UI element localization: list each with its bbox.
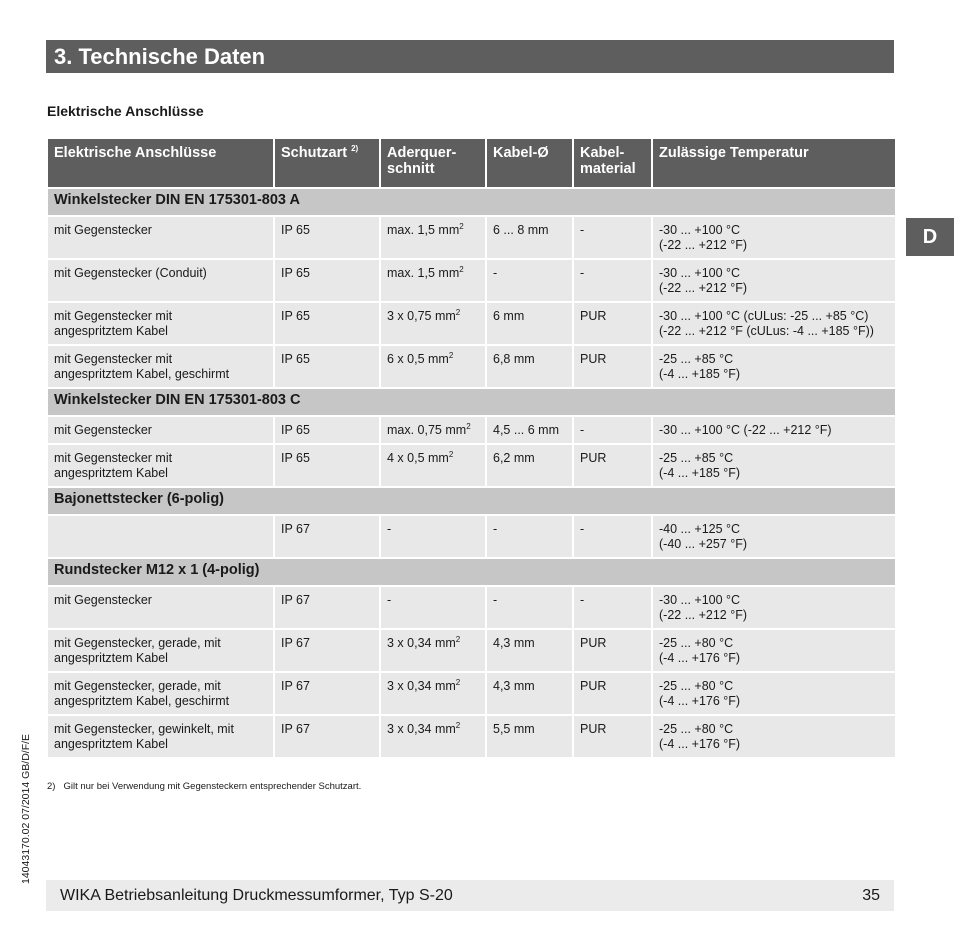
- cross-section-cell: [380, 586, 486, 629]
- cable-material-cell: PUR: [573, 715, 652, 758]
- footer-title: WIKA Betriebsanleitung Druckmessumformer, Typ S-20: [60, 886, 453, 904]
- temperature-line2: (-4 ... +185 °F): [659, 466, 741, 480]
- connection-cell: [47, 345, 274, 388]
- cross-section-value: 6 x 0,5 mm: [387, 352, 449, 366]
- cable-diameter-cell: -: [486, 515, 573, 558]
- cross-section-value: -: [387, 522, 392, 536]
- temperature-line1: -25 ... +85 °C: [659, 451, 734, 465]
- protection-cell: IP 67: [274, 586, 380, 629]
- table-row: [47, 715, 896, 758]
- connection-cell: [47, 672, 274, 715]
- cross-section-value: 3 x 0,75 mm: [387, 309, 456, 323]
- header-cable-material: [573, 138, 652, 188]
- cross-section-unit-exponent: 2: [455, 720, 461, 730]
- header-cross-section: [380, 138, 486, 188]
- cable-material-cell: PUR: [573, 345, 652, 388]
- cross-section-unit-exponent: 2: [459, 264, 464, 274]
- cross-section-value: max. 1,5 mm: [387, 266, 460, 280]
- footnote-number: 2): [47, 781, 56, 792]
- section-heading: Elektrische Anschlüsse: [47, 103, 204, 119]
- cross-section-unit-exponent: 2: [448, 449, 454, 459]
- cross-section-cell: [380, 515, 486, 558]
- temperature-cell: [652, 259, 896, 302]
- cross-section-unit-exponent: 2: [455, 634, 461, 644]
- group-row: [47, 487, 896, 515]
- connection-cell: [47, 216, 274, 259]
- table-row: [47, 302, 896, 345]
- connection-cell: [47, 629, 274, 672]
- temperature-line2: (-40 ... +257 °F): [659, 537, 748, 551]
- temperature-cell: [652, 416, 896, 444]
- language-tab[interactable]: D: [906, 218, 954, 256]
- connection-line1: mit Gegenstecker, gerade, mit: [54, 636, 221, 650]
- cable-diameter-cell: 4,3 mm: [486, 672, 573, 715]
- cross-section-unit-exponent: 2: [455, 307, 461, 317]
- connection-cell: [47, 515, 274, 558]
- connection-line2: angespritztem Kabel: [54, 324, 168, 338]
- connection-cell: [47, 586, 274, 629]
- cable-material-cell: -: [573, 515, 652, 558]
- connection-cell: [47, 302, 274, 345]
- protection-cell: IP 65: [274, 216, 380, 259]
- temperature-line1: -25 ... +80 °C: [659, 722, 734, 736]
- connection-line2: angespritztem Kabel: [54, 466, 168, 480]
- cross-section-cell: [380, 302, 486, 345]
- connection-line1: mit Gegenstecker mit: [54, 352, 173, 366]
- document-code: 14043170.02 07/2014 GB/D/F/E: [20, 733, 32, 884]
- cable-material-cell: PUR: [573, 302, 652, 345]
- header-cable-diameter: Kabel-Ø: [486, 138, 573, 188]
- temperature-cell: [652, 444, 896, 487]
- temperature-cell: [652, 586, 896, 629]
- connection-line1: mit Gegenstecker mit: [54, 451, 173, 465]
- cross-section-cell: [380, 715, 486, 758]
- cable-diameter-cell: -: [486, 259, 573, 302]
- page-title: 3. Technische Daten: [46, 40, 894, 73]
- temperature-line1: -30 ... +100 °C (cULus: -25 ... +85 °C): [659, 309, 869, 323]
- connection-line1: mit Gegenstecker (Conduit): [54, 266, 207, 280]
- table-row: [47, 444, 896, 487]
- connection-line2: angespritztem Kabel, geschirmt: [54, 694, 230, 708]
- temperature-line1: -40 ... +125 °C: [659, 522, 741, 536]
- temperature-cell: [652, 345, 896, 388]
- footnote: [47, 781, 361, 792]
- cross-section-value: 4 x 0,5 mm: [387, 451, 449, 465]
- protection-cell: IP 67: [274, 672, 380, 715]
- temperature-line1: -25 ... +80 °C: [659, 679, 734, 693]
- header-temperature: Zulässige Temperatur: [652, 138, 896, 188]
- cable-diameter-cell: 5,5 mm: [486, 715, 573, 758]
- cable-diameter-cell: 6,2 mm: [486, 444, 573, 487]
- table-row: [47, 216, 896, 259]
- temperature-line1: -30 ... +100 °C: [659, 266, 741, 280]
- cross-section-cell: [380, 672, 486, 715]
- temperature-cell: [652, 672, 896, 715]
- protection-cell: IP 67: [274, 715, 380, 758]
- header-protection-label: Schutzart: [281, 145, 348, 161]
- cross-section-unit-exponent: 2: [459, 221, 464, 231]
- connection-cell: [47, 416, 274, 444]
- cross-section-unit-exponent: 2: [448, 350, 454, 360]
- temperature-line2: (-4 ... +176 °F): [659, 651, 741, 665]
- temperature-line1: -30 ... +100 °C: [659, 223, 741, 237]
- connection-line2: angespritztem Kabel: [54, 737, 168, 751]
- connection-line1: mit Gegenstecker: [54, 223, 152, 237]
- temperature-line2: (-22 ... +212 °F): [659, 608, 748, 622]
- cross-section-value: -: [387, 593, 392, 607]
- group-title: Bajonettstecker (6-polig): [47, 487, 896, 515]
- temperature-line2: (-22 ... +212 °F): [659, 281, 748, 295]
- cross-section-unit-exponent: 2: [455, 677, 461, 687]
- table-row: [47, 629, 896, 672]
- protection-cell: IP 65: [274, 416, 380, 444]
- cross-section-cell: [380, 259, 486, 302]
- temperature-line2: (-4 ... +176 °F): [659, 694, 741, 708]
- header-cross-section-line2: schnitt: [387, 161, 435, 177]
- connection-line1: mit Gegenstecker: [54, 423, 152, 437]
- cross-section-value: max. 0,75 mm: [387, 423, 467, 437]
- temperature-line1: -30 ... +100 °C (-22 ... +212 °F): [659, 423, 832, 437]
- cross-section-cell: [380, 216, 486, 259]
- table-row: [47, 259, 896, 302]
- cable-diameter-cell: -: [486, 586, 573, 629]
- cross-section-cell: [380, 444, 486, 487]
- temperature-cell: [652, 715, 896, 758]
- group-title: Rundstecker M12 x 1 (4-polig): [47, 558, 896, 586]
- cable-material-cell: PUR: [573, 672, 652, 715]
- table-row: [47, 416, 896, 444]
- table-row: [47, 515, 896, 558]
- table-header-row: [47, 138, 896, 188]
- cable-material-cell: -: [573, 216, 652, 259]
- connection-cell: [47, 715, 274, 758]
- header-connections: Elektrische Anschlüsse: [47, 138, 274, 188]
- footnote-text: Gilt nur bei Verwendung mit Gegensteckern entsprechender Schutzart.: [63, 781, 362, 792]
- header-protection-footnote-ref: 2): [351, 144, 359, 154]
- cross-section-value: 3 x 0,34 mm: [387, 636, 456, 650]
- temperature-line1: -30 ... +100 °C: [659, 593, 741, 607]
- cable-diameter-cell: 6,8 mm: [486, 345, 573, 388]
- cable-diameter-cell: 4,5 ... 6 mm: [486, 416, 573, 444]
- cable-diameter-cell: 6 ... 8 mm: [486, 216, 573, 259]
- protection-cell: IP 65: [274, 345, 380, 388]
- cross-section-cell: [380, 345, 486, 388]
- temperature-cell: [652, 515, 896, 558]
- cable-material-cell: -: [573, 416, 652, 444]
- protection-cell: IP 65: [274, 259, 380, 302]
- cross-section-value: 3 x 0,34 mm: [387, 679, 456, 693]
- header-cable-material-line1: Kabel-: [580, 145, 625, 161]
- temperature-line2: (-22 ... +212 °F): [659, 238, 748, 252]
- cross-section-value: max. 1,5 mm: [387, 223, 460, 237]
- cross-section-unit-exponent: 2: [466, 421, 471, 431]
- connection-line1: mit Gegenstecker mit: [54, 309, 173, 323]
- connections-table: [46, 137, 897, 759]
- header-cross-section-line1: Aderquer-: [387, 145, 457, 161]
- group-row: [47, 558, 896, 586]
- cable-diameter-cell: 4,3 mm: [486, 629, 573, 672]
- table-row: [47, 586, 896, 629]
- table-body: [47, 188, 896, 758]
- protection-cell: IP 67: [274, 629, 380, 672]
- header-cable-material-line2: material: [580, 161, 636, 177]
- connection-line1: mit Gegenstecker, gerade, mit: [54, 679, 221, 693]
- cable-material-cell: -: [573, 259, 652, 302]
- temperature-line1: -25 ... +80 °C: [659, 636, 734, 650]
- group-row: [47, 188, 896, 216]
- connection-cell: [47, 259, 274, 302]
- protection-cell: IP 65: [274, 302, 380, 345]
- group-title: Winkelstecker DIN EN 175301-803 A: [47, 188, 896, 216]
- cable-material-cell: PUR: [573, 444, 652, 487]
- group-title: Winkelstecker DIN EN 175301-803 C: [47, 388, 896, 416]
- protection-cell: IP 67: [274, 515, 380, 558]
- page-number: 35: [862, 886, 880, 904]
- temperature-line2: (-22 ... +212 °F (cULus: -4 ... +185 °F)): [659, 324, 874, 338]
- header-protection: [274, 138, 380, 188]
- cross-section-cell: [380, 629, 486, 672]
- page-footer: [46, 880, 894, 911]
- cross-section-cell: [380, 416, 486, 444]
- connection-line1: mit Gegenstecker: [54, 593, 152, 607]
- temperature-line2: (-4 ... +185 °F): [659, 367, 741, 381]
- temperature-line1: -25 ... +85 °C: [659, 352, 734, 366]
- temperature-line2: (-4 ... +176 °F): [659, 737, 741, 751]
- connection-cell: [47, 444, 274, 487]
- temperature-cell: [652, 629, 896, 672]
- connection-line1: mit Gegenstecker, gewinkelt, mit: [54, 722, 234, 736]
- protection-cell: IP 65: [274, 444, 380, 487]
- table-row: [47, 672, 896, 715]
- cable-diameter-cell: 6 mm: [486, 302, 573, 345]
- table-row: [47, 345, 896, 388]
- cable-material-cell: PUR: [573, 629, 652, 672]
- connection-line2: angespritztem Kabel: [54, 651, 168, 665]
- connection-line2: angespritztem Kabel, geschirmt: [54, 367, 230, 381]
- cable-material-cell: -: [573, 586, 652, 629]
- group-row: [47, 388, 896, 416]
- cross-section-value: 3 x 0,34 mm: [387, 722, 456, 736]
- temperature-cell: [652, 216, 896, 259]
- temperature-cell: [652, 302, 896, 345]
